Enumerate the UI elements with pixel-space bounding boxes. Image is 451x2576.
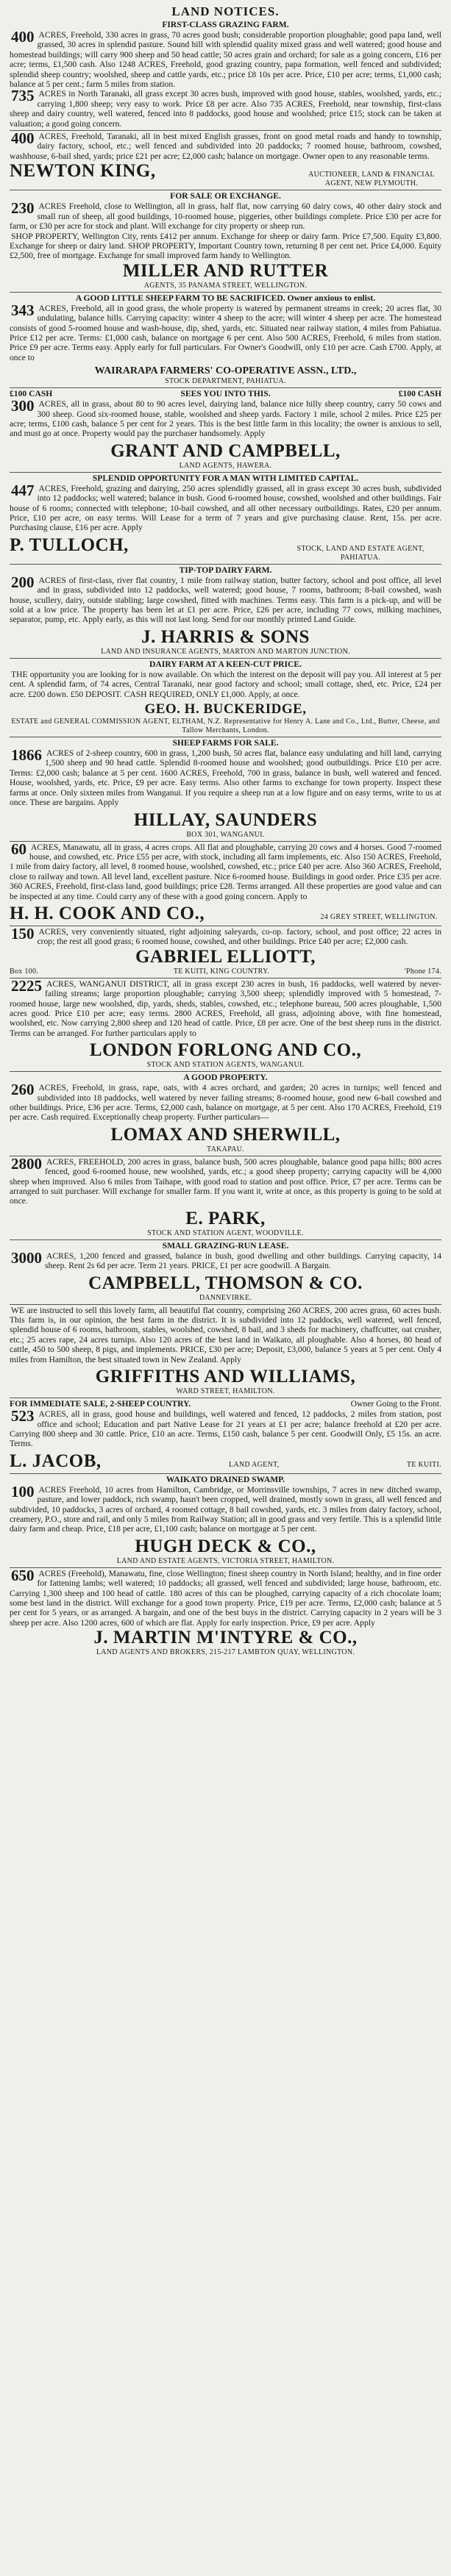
ad-body: WE are instructed to sell this lovely farm, all beautiful flat country, comprising 260 ACRES, 200 acres grass, 60 acres bush. This farm is, in our opinion, the best farm in the district. It is subdivided into 12 paddocks, well watered, well fenced, splendid house of 6 rooms, bathroom, stables, woolshed, cowshed, 8 bail, and 3 sheds for machinery, chaffcutter, oat crusher, etc.; 25 acres rape, 24 acres turnips. Also 120 acres of the best land in Waikato, all ploughable. Also 4 horses, 80 head of cattle, 450 to 500 sheep, 8 pigs, and implements. PRICE, £30 per acre; Deposit, £3,000, balance 5 years at 5 per cent. Only 4 miles from Hamilton, the best situated town in New Zealand. Apply xyxy=(10,1305,441,1364)
ad-heading: WAIKATO DRAINED SWAMP. xyxy=(166,1474,285,1484)
ad-heading: TIP-TOP DAIRY FARM. xyxy=(179,565,272,575)
ad-manawatu-60 xyxy=(10,842,441,903)
ad-acreage: 400 xyxy=(11,129,35,148)
ad-body: ACRES of 2-sheep country, 600 in grass, 1,200 bush, 50 acres flat, balance easy undulating and hill land, carrying 1,500 sheep and 90 head cattle. Splendid 8-roomed house and woolshed; good outbuildings. Price £10 per acre. Terms: £2,000 cash; balance at 5 per cent. 1600 ACRES, Freehold, 700 in grass, balance in bush, well watered and fenced. House, woolshed, yards, etc. Price, £9 per acre. Easy terms. Also other farms to exchange for town property. Inspect these farms at once. Only sixteen miles from Wanganui. If you require a sheep run at a low figure and on easy terms, write to us at once. These are bargains. Apply xyxy=(10,748,441,808)
ad-gabriel-elliott xyxy=(10,926,441,978)
ad-acreage: 150 xyxy=(11,924,35,942)
ad-sheep-farm-sacrifice xyxy=(10,293,441,364)
ad-heading: DAIRY FARM AT A KEEN-CUT PRICE. xyxy=(149,659,302,669)
ad-acreage: 200 xyxy=(11,573,35,591)
ad-acreage: 523 xyxy=(11,1407,35,1425)
ad-lomax-sherwill xyxy=(10,1124,441,1156)
ad-acreage: 230 xyxy=(11,199,35,218)
ad-hillay-saunders xyxy=(10,809,441,842)
ad-cash-right: £100 CASH xyxy=(398,389,441,399)
agent-address: LAND AND ESTATE AGENTS, VICTORIA STREET, HAMILTON. xyxy=(116,1556,335,1565)
agent-name: LOMAX AND SHERWILL, xyxy=(110,1124,341,1145)
agent-address: LAND AND INSURANCE AGENTS, MARTON AND MARTON JUNCTION. xyxy=(101,647,350,656)
ad-acreage: 400 xyxy=(11,28,35,46)
ad-acreage: 300 xyxy=(11,397,35,415)
agent-address: AGENTS, 35 PANAMA STREET, WELLINGTON. xyxy=(143,281,308,290)
ad-body: ACRES, all in grass, good house and buildings, well watered and fenced, 12 paddocks, 2 miles from station, post office and school; Education and part Native Lease for 21 years at £1 per acre; balance freehold at £20 per acre. Carrying 800 sheep and 30 cattle. Price, £10 an acre. Terms, £150 cash, balance 5 per cent. Goodwill Only, £5 15s. an acre. Terms. xyxy=(10,1409,441,1449)
ad-tip-top-dairy xyxy=(10,565,441,626)
ad-hh-cook xyxy=(10,903,441,926)
ad-2800-freehold xyxy=(10,1156,441,1208)
ad-body: SHOP PROPERTY, Wellington City, rents £412 per annum. Exchange for sheep or dairy farm. Price £7,500. Equity £3,800. Exchange for sheep or dairy land. SHOP PROPERTY, Important Country town, returning 8 per cent net. Price £4,000. Equity £2,500, free of mortgage. Exchange for small improved farm handy to Wellington. xyxy=(10,231,441,261)
ad-acreage: 3000 xyxy=(11,1248,42,1267)
ad-heading: FOR IMMEDIATE SALE, 2-SHEEP COUNTRY. xyxy=(10,1399,191,1409)
ad-body: ACRES, very conveniently situated, right adjoining saleyards, co-op. factory, school, and post office; 22 acres in crop; the rest all good grass; 6 roomed house, cowshed, and other buildings. Price £40 per acre; £2,000 cash. xyxy=(37,926,441,947)
agent-title: LAND AGENT, xyxy=(228,1460,280,1469)
ad-waikato-swamp xyxy=(10,1474,441,1536)
ad-body: ACRES, Freehold, Taranaki, all in best mixed English grasses, front on good metal roads and handy to township, dairy factory, school, etc.; well fenced and subdivided into 20 paddocks; 7 roomed house, bathroom, cowshed, washhouse, 6-bail shed, yards; price £21 per acre; £2,000 cash; balance on mortgage. Owner open to any reasonable terms. xyxy=(10,132,441,161)
ad-acreage: 60 xyxy=(11,840,26,858)
agent-address: LAND AGENTS AND BROKERS, 215-217 LAMBTON QUAY, WELLINGTON. xyxy=(96,1648,355,1657)
agent-name: MILLER AND RUTTER xyxy=(122,260,329,281)
agent-phone: 'Phone 174. xyxy=(404,967,441,976)
ad-body: ACRES, Freehold, grazing and dairying, 250 acres splendidly grassed, all in grass except 30 acres bush, subdivided into 12 paddocks; well watered; balance in bush. Good 6-roomed house, cowshed, woolshed and other buildings. Fair house of 6 rooms; connected with telephone; 10-bail cowshed, and all other necessary outbuildings. Rates, £20 per annum. Price, £10 per acre, on easy terms. Will Lease for a term of 7 years and give purchasing clause. Rent, 15s. per acre. Purchasing clause, £16 per acre. Apply xyxy=(10,483,441,533)
agent-address: LAND AGENTS, HAWERA. xyxy=(179,461,272,470)
agent-address: STOCK AND STATION AGENT, WOODVILLE. xyxy=(147,1228,304,1237)
agent-name: LONDON FORLONG AND CO., xyxy=(89,1040,362,1061)
agent-address: WARD STREET, HAMILTON. xyxy=(176,1387,275,1396)
ad-splendid-opportunity xyxy=(10,473,441,534)
ad-immediate-sale xyxy=(10,1398,441,1450)
ad-wanganui-2225 xyxy=(10,978,441,1040)
ad-heading: FIRST-CLASS GRAZING FARM. xyxy=(162,20,289,29)
ad-l-jacob xyxy=(10,1450,441,1474)
ad-body: THE opportunity you are looking for is now available. On which the interest on the deposit will pay you. All interest at 5 per cent. A splendid farm, of 74 acres, Central Taranaki, near good factory and school; small cottage, shed, etc. Price, £24 per acre. £200 down. £50 DEPOSIT. CASH REQUIRED, ONLY £1,000. Apply, at once. xyxy=(10,669,441,699)
column-title: LAND NOTICES. xyxy=(171,4,280,18)
ad-acreage: 343 xyxy=(11,301,35,319)
agent-address: BOX 301, WANGANUI. xyxy=(186,830,265,839)
agent-address: STOCK AND STATION AGENTS, WANGANUI. xyxy=(146,1061,305,1070)
ad-heading: SMALL GRAZING-RUN LEASE. xyxy=(162,1240,289,1251)
agent-address: STOCK DEPARTMENT, PAHIATUA. xyxy=(165,377,286,386)
ad-heading: A GOOD LITTLE SHEEP FARM TO BE SACRIFICED. Owner anxious to enlist. xyxy=(75,293,376,303)
ad-body: ACRES in North Taranaki, all grass except 30 acres bush, improved with good house, stables, woolshed, yards, etc.; carrying 1,800 sheep; very easy to work. Price £8 per acre. Also 735 ACRES, Freehold, near township, first-class sheep and dairy country, well watered, fenced into 8 paddocks, good house and woolshed; price £15; stock can be taken at valuation; a good going concern. xyxy=(10,89,441,129)
ad-grazing-farm xyxy=(10,19,441,131)
ad-body: ACRES Freehold, close to Wellington, all in grass, half flat, now carrying 60 dairy cows, 40 other dairy stock and small run of sheep, all good buildings, 10-roomed house, piggeries, other buildings complete. Price £30 per acre for farm, or £30 per acre for stock and plant. Will exchange for city property or sheep run. xyxy=(10,201,441,232)
ad-dairy-keen-cut xyxy=(10,659,441,701)
ad-heading: SEES YOU INTO THIS. xyxy=(180,389,271,399)
ad-acreage: 447 xyxy=(11,481,35,499)
ad-e-park xyxy=(10,1208,441,1240)
ad-acreage: 2225 xyxy=(11,976,42,995)
agent-address: TE KUITI, KING COUNTRY. xyxy=(173,967,270,976)
agent-name: HUGH DECK & CO., xyxy=(135,1536,316,1556)
ad-body: ACRES of first-class, river flat country, 1 mile from railway station, butter factory, school and post office, all level and in grass, subdivided into 12 paddocks, well watered; good house, 7 rooms, bathroom; 8-bail cowshed, wash house, scullery, dairy, outside stabling; large cowshed, fitted with machines. Terms easy. This farm is a pick-up, and will be sold at a low price. The property has been let at £1 per acre. Price, £26 per acre, including 77 cows, milking machines, separator, pump, etc. Apply early, as this will not last long. Send for our monthly printed Land Guide. xyxy=(10,575,441,625)
agent-address: TAKAPAU. xyxy=(207,1145,244,1153)
agent-address: ESTATE and GENERAL COMMISSION AGENT, ELTHAM, N.Z. Representative for Henry A. Lane and Co., Ltd., Butter, Cheese, and Tallow Merchants, London. xyxy=(11,718,440,735)
ad-newton-king xyxy=(10,131,441,190)
ad-heading: A GOOD PROPERTY. xyxy=(183,1073,268,1083)
agent-address: TE KUITI. xyxy=(406,1460,441,1469)
agent-name: GRIFFITHS AND WILLIAMS, xyxy=(95,1367,356,1387)
ad-body: ACRES, WANGANUI DISTRICT, all in grass except 230 acres in bush, 16 paddocks, well watered by never-failing streams; large proportion ploughable; carrying 3,500 sheep; splendidly improved with 5 homestead, 7-roomed house, large new woolshed, dip, yards, sheds, stables, cowshed, etc.; telephone bureau, 500 acres ploughable, 1,500 acres good. Price £10 per acre; easy terms. 2800 ACRES, Freehold, all grass, adjoining above, with fine homestead, woolshed, etc. Now carrying 2,800 sheep and 120 head of cattle. Price, £8 per acre. One of the best sheep runs in the district. Terms can be arranged. For further particulars apply to xyxy=(10,978,441,1038)
agent-address: DANNEVIRKE. xyxy=(199,1293,252,1302)
agent-address: 24 GREY STREET, WELLINGTON. xyxy=(320,912,438,921)
agent-box: Box 100. xyxy=(10,967,39,976)
ad-good-property xyxy=(10,1072,441,1124)
agent-address: STOCK, LAND AND ESTATE AGENT, PAHIATUA. xyxy=(296,544,425,562)
ad-sale-exchange xyxy=(10,190,441,292)
ad-cash-left: £100 CASH xyxy=(10,389,53,399)
agent-name: J. HARRIS & SONS xyxy=(141,626,310,647)
ad-acreage: 100 xyxy=(11,1482,35,1500)
agent-name: GABRIEL ELLIOTT, xyxy=(135,946,316,967)
ad-heading-note: Owner Going to the Front. xyxy=(350,1399,441,1409)
ad-buckeridge xyxy=(10,701,441,737)
ad-london-forlong xyxy=(10,1040,441,1072)
agent-name: GRANT AND CAMPBELL, xyxy=(110,440,341,461)
agent-name: NEWTON KING, xyxy=(10,161,156,182)
ad-heading: SPLENDID OPPORTUNITY FOR A MAN WITH LIMITED CAPITAL. xyxy=(92,473,359,483)
ad-grant-campbell xyxy=(10,440,441,473)
ad-p-tulloch xyxy=(10,534,441,565)
agent-name: CAMPBELL, THOMSON & CO. xyxy=(88,1273,363,1293)
ad-lovely-farm xyxy=(10,1305,441,1366)
ad-acreage: 260 xyxy=(11,1081,35,1099)
ad-heading: FOR SALE OR EXCHANGE. xyxy=(170,191,281,201)
ad-body: ACRES, Manawatu, all in grass, 4 acres crops. All flat and ploughable, carrying 20 cows and 4 horses. Good 7-roomed house, and cowshed, etc. Price £55 per acre, with stock, including all farm implements, etc. Also 150 ACRES, Freehold, 1 mile from dairy factory, all level, 8 roomed house, woolshed, cowshed, etc.; price £40 per acre. Also 360 ACRES, Freehold, close to railway and town. All level land, excellent pasture. Nice 6-roomed house. Buildings in good order. Price £35 per acre. 360 ACRES, Freehold, first-class land, good buildings; price £28. Terms arranged. All these properties are good value and can be inspected at any time. Could carry any of these with a good going concern. Apply to xyxy=(10,842,441,901)
agent-address: AUCTIONEER, LAND & FINANCIAL AGENT, NEW PLYMOUTH. xyxy=(308,171,435,188)
ad-hugh-deck xyxy=(10,1536,441,1568)
ad-acreage: 650 xyxy=(11,1566,35,1584)
ad-sheep-farms-sale xyxy=(10,737,441,809)
ad-grazing-run-lease xyxy=(10,1240,441,1273)
agent-name: WAIRARAPA FARMERS' CO-OPERATIVE ASSN., LTD., xyxy=(94,365,357,377)
agent-name: H. H. COOK AND CO., xyxy=(10,903,205,923)
agent-name: J. MARTIN M'INTYRE & CO., xyxy=(93,1628,358,1648)
ad-body: ACRES, Freehold, in grass, rape, oats, with 4 acres orchard, and garden; 20 acres in turnips; well fenced and subdivided into 18 paddocks, well watered by never failing streams; 8-roomed house, good new 6-bail cowshed and other buildings. Price, £36 per acre. Terms, £2,000 cash, balance on mortgage, at 5 per cent. Also 170 ACRES, Freehold, £19 per acre. Cash required. Exceptionally cheap property. Further particulars— xyxy=(10,1083,441,1123)
agent-name: P. TULLOCH, xyxy=(10,534,129,555)
ad-manawatu-650 xyxy=(10,1568,441,1659)
ad-body: ACRES, all in grass, about 80 to 90 acres level, dairying land, balance nice hilly sheep country, carry 50 cows and 300 sheep. Good six-roomed house, stable, woolshed and sheep yards. Factory 1 mile, school 2 miles. Price £25 per acre; terms, £100 cash, balance 5 per cent for 2 years. This is the best little farm in this locality; the owner is anxious to sell, and must go at once. Property would pay the purchaser handsomely. Apply xyxy=(10,399,441,439)
ad-body: ACRES, Freehold, all in good grass, the whole property is watered by permanent streams in creek; 20 acres flat, 30 undulating, balance hills. Carrying capacity: winter 4 sheep to the acre; will winter 4 sheep per acre. The homestead consists of good 5-roomed house and wash-house, dip, shed, yards, etc. Situated near railway station, 4 miles from Pahiatua. Price £12 per acre. Terms: £1,000 cash, balance on mortgage 6 per cent. Also 500 ACRES, Freehold, 6 miles from station. Price £9 per acre. Terms easy. Apply early for full particulars. For Owner's Goodwill, only £10 per acre. Cash £700. Apply, at once to xyxy=(10,303,441,362)
ad-griffiths-williams xyxy=(10,1366,441,1398)
agent-name: GEO. H. BUCKERIDGE, xyxy=(144,701,307,718)
agent-name: E. PARK, xyxy=(185,1208,266,1228)
ad-body: ACRES, Freehold, 330 acres in grass, 70 acres good bush; considerable proportion ploughable; good papa land, well grassed, 30 acres in splendid pasture. Sound hill with splendid quality mixed grass and well watered; good house and homestead buildings; will carry 900 sheep and 50 head cattle; 50 acres grain and orchard; for sale as a going concern, £16 per acre; terms, £1,500 cash. Also 1248 ACRES, Freehold, good grazing country, papa formation, well fenced and subdivided; splendid sheep country; woolshed, sheep and cattle yards, etc.; price £8 10s per acre. Price, £10 per acre; terms, £1,000 cash; balance at 5 per cent.; farm 5 miles from station. xyxy=(10,30,441,90)
ad-body: ACRES Freehold, 10 acres from Hamilton, Cambridge, or Morrinsville townships, 7 acres in new ditched swamp, pasture, and lower paddock, rich swamp, hasn't been cropped, well drained, mostly sown in grass, all well fenced and subdivided, 10 paddocks, 3 acres of orchard, 4 roomed cottage, 8 bail cowshed, yards, etc. 3 miles from dairy factory, school, creamery, P.O., store and rail, and only 5 miles from Railway Station; all in good grass and very fertile. This is a splendid little dairy farm and cheap. Price, £18 per acre, £1,100 cash; balance on mortgage at 5 per cent. xyxy=(10,1484,441,1534)
ad-body: ACRES, 1,200 fenced and grassed, balance in bush, good dwelling and other buildings. Carrying capacity, 14 sheep. Rent 2s 6d per acre. Term 21 years. PRICE, £1 per acre goodwill. A Bargain. xyxy=(45,1251,441,1271)
ad-wairarapa-farmers xyxy=(10,364,441,388)
ad-acreage: 1866 xyxy=(11,746,42,765)
ad-j-harris xyxy=(10,626,441,659)
ad-hundred-cash xyxy=(10,388,441,440)
agent-name: L. JACOB, xyxy=(10,1450,102,1471)
agent-name: HILLAY, SAUNDERS xyxy=(133,809,318,830)
ad-heading: SHEEP FARMS FOR SALE. xyxy=(172,738,279,748)
ad-body: ACRES, FREEHOLD, 200 acres in grass, balance bush, 500 acres ploughable, balance good papa hills; 800 acres fenced, good 6-roomed house, new woolshed, yards, etc.; a good sheep property; carrying capacity will be 4,000 sheep when improved. Also 6 miles from Taihape, with good road to station and post office. Price, £7 per acre. Terms can be arranged to suit purchaser. Will exchange for smaller farm. If you want it, write at once, as this property is going to be sold at once. xyxy=(10,1156,441,1206)
land-notices-column xyxy=(10,0,441,2570)
ad-acreage: 2800 xyxy=(11,1154,42,1173)
ad-campbell-thomson xyxy=(10,1273,441,1305)
ad-acreage: 735 xyxy=(11,87,35,105)
ad-body: ACRES (Freehold), Manawatu, fine, close Wellington; finest sheep country in North Island; healthy, and in fine order for fattening lambs; well watered; 10 paddocks; all grassed, well fenced and subdivided; large house, bathroom, etc. Carrying 1,300 sheep and 100 head of cattle. 180 acres of this can be ploughed, carrying capacity of a rich chocolate loam; some best land in the district. Will exchange for a good town property. Price, £19 per acre. Terms, £2,000 cash; balance at 5 per cent for 5 years, or as arranged. A bargain, and one of the best buys in the district. Carrying capacity in 2 years will be 3 sheep per acre. Also 1200 acres, 600 of which are flat. Apply for early inspection. Price, £9 per acre. Apply xyxy=(10,1568,441,1628)
